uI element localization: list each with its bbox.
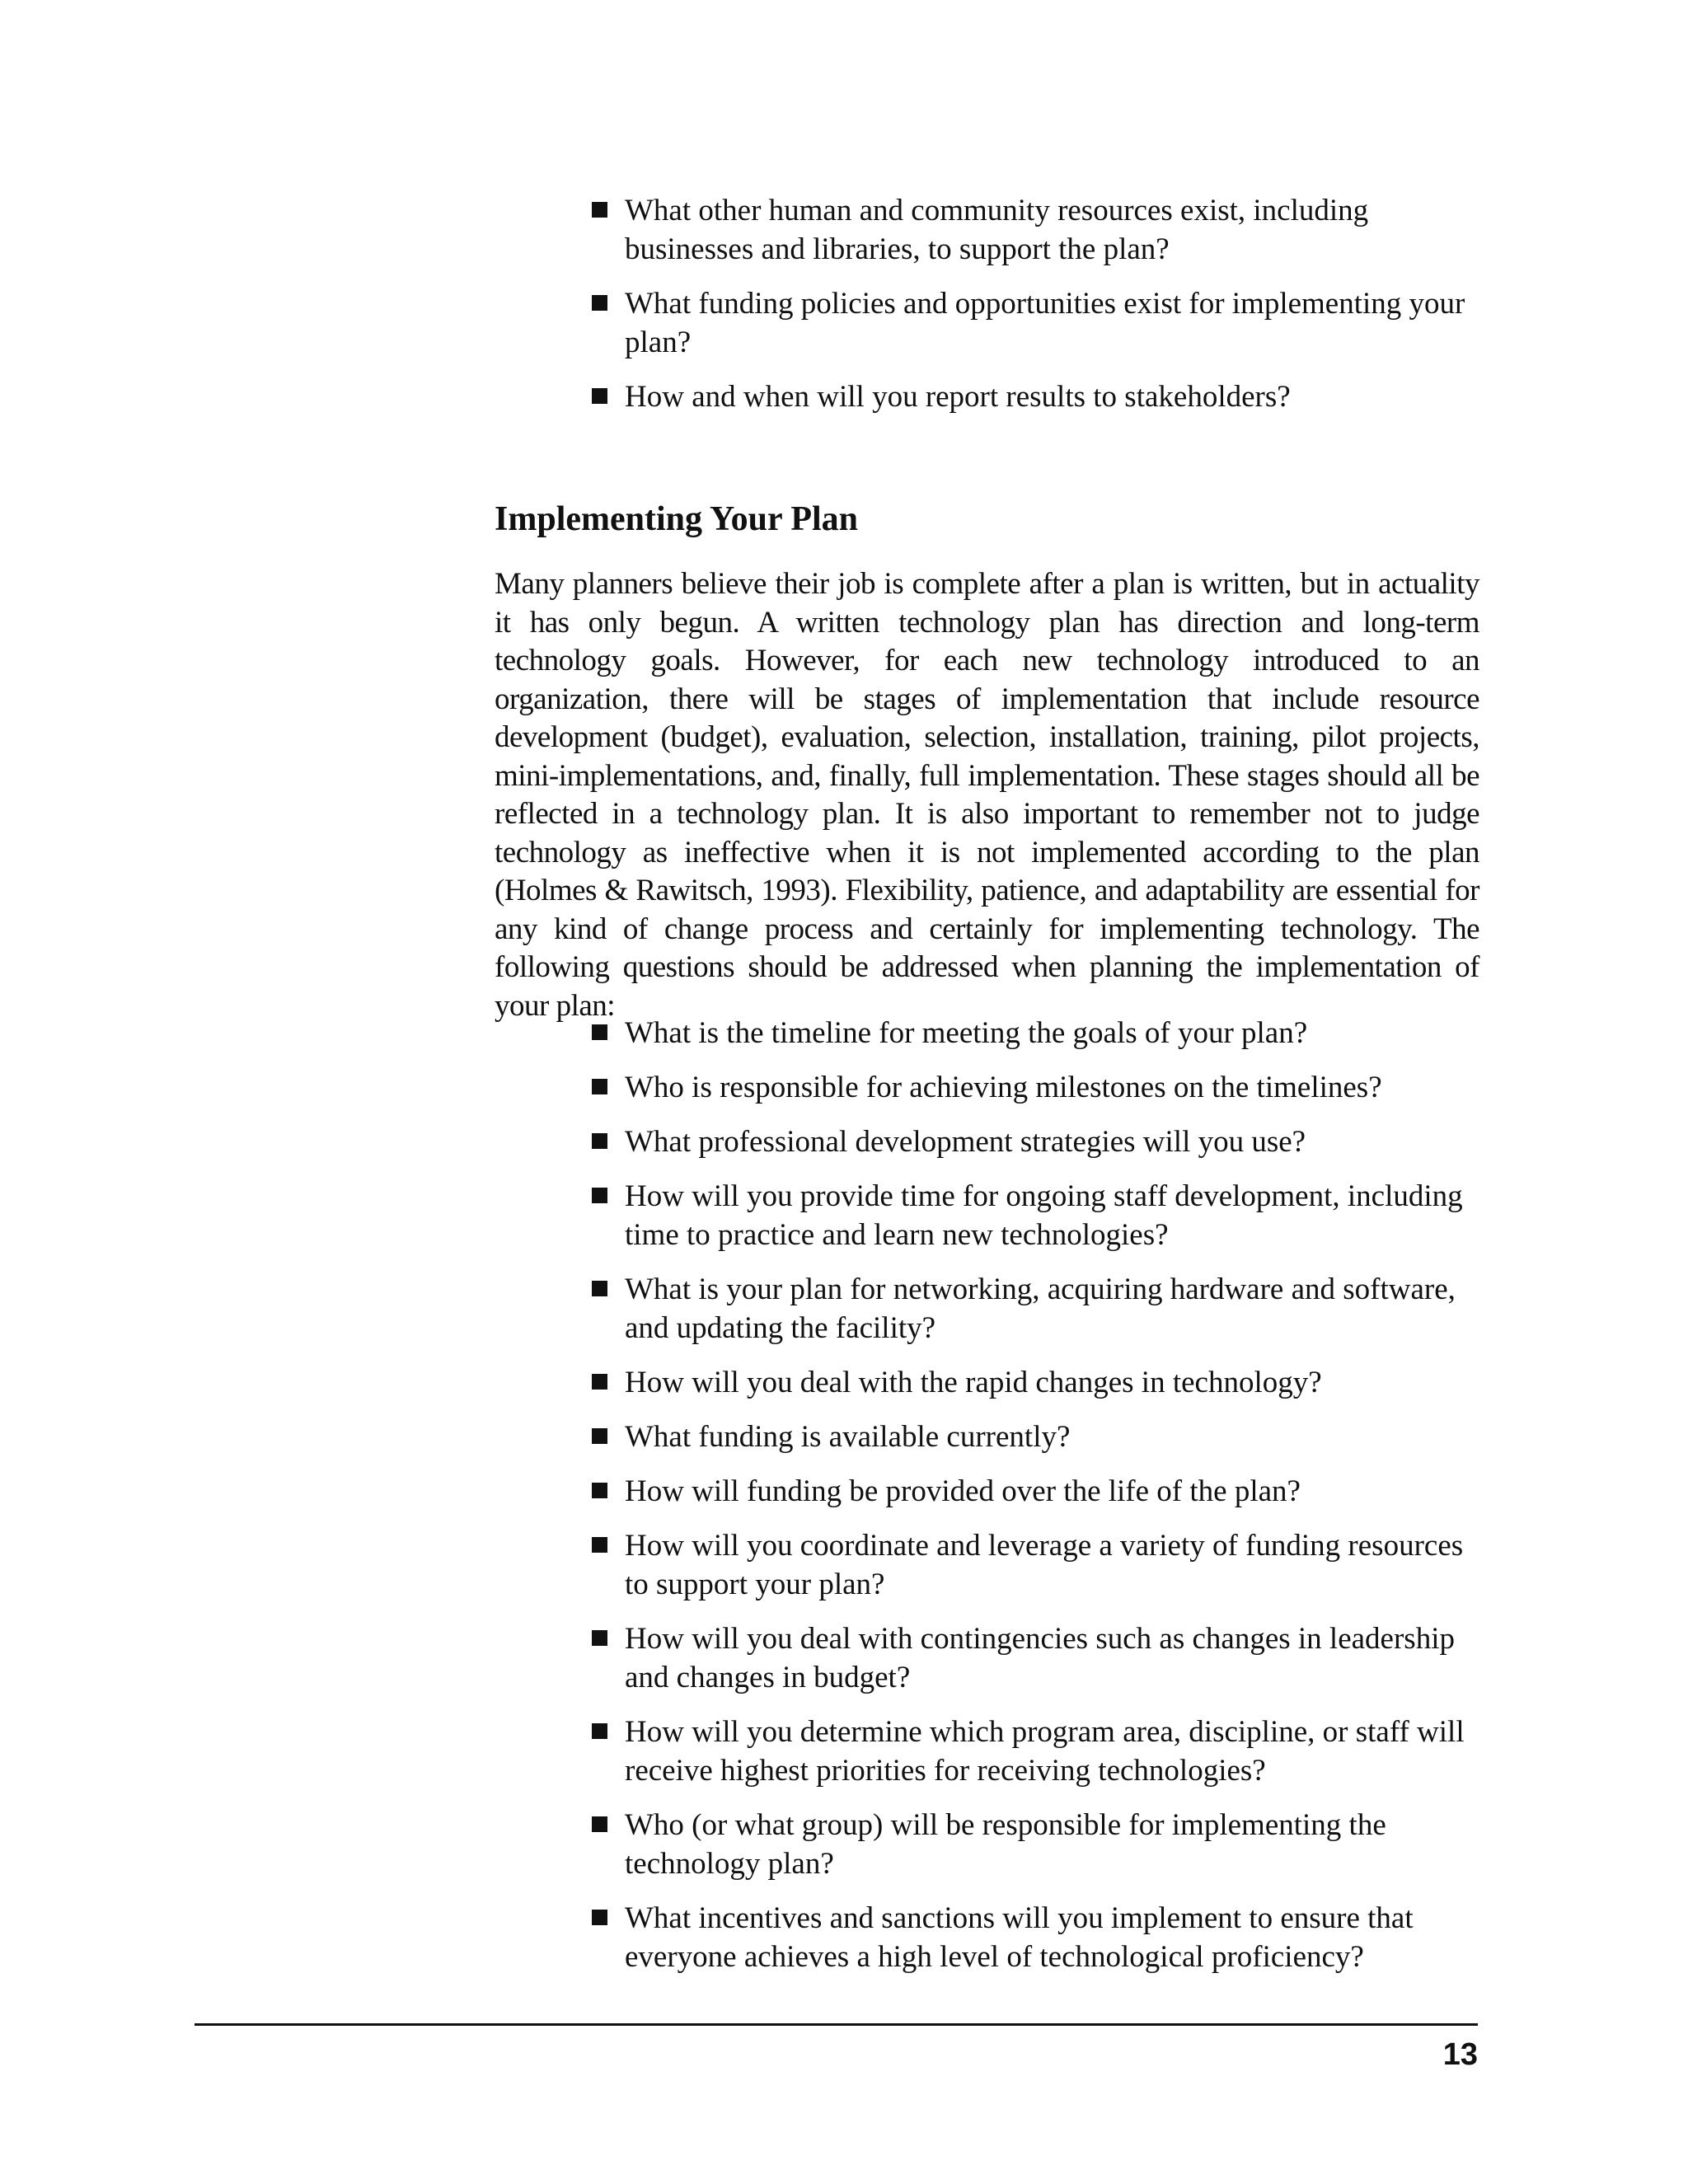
body-paragraph: Many planners believe their job is complete after a plan is written, but in actuality it has only begun. A written technology plan has direction and long-term technology goals. However, for each new technology introduced to an organization, there will be stages of implementation that include resource development (budget), evaluation, selection, installation, training, pilot projects, mini-implementations, and, finally, full implementation. These stages should all be reflected in a technology plan. It is also important to remember not to judge technology as ineffective when it is not implemented according to the plan (Holmes & Rawitsch, 1993). Flexibility, patience, and adaptability are essential for any kind of change process and certainly for implementing technology. The following questions should be addressed when planning the implementation of your plan: bbox=[495, 567, 1479, 1023]
square-bullet-icon bbox=[592, 1281, 607, 1296]
list-item bbox=[592, 1418, 1482, 1456]
footer-divider bbox=[195, 2023, 1478, 2026]
list-item-text: What is your plan for networking, acquiring hardware and software, and updating the facility? bbox=[625, 1272, 1456, 1345]
list-item bbox=[592, 1526, 1482, 1604]
square-bullet-icon bbox=[592, 388, 607, 404]
square-bullet-icon bbox=[592, 1374, 607, 1390]
page-number: 13 bbox=[1442, 2037, 1478, 2072]
list-item bbox=[592, 1472, 1482, 1511]
list-item bbox=[592, 1619, 1482, 1697]
list-item bbox=[592, 1014, 1482, 1052]
square-bullet-icon bbox=[592, 1723, 607, 1739]
list-item bbox=[592, 1177, 1482, 1254]
list-item-text: How will you coordinate and leverage a variety of funding resources to support your plan? bbox=[625, 1529, 1464, 1601]
square-bullet-icon bbox=[592, 1483, 607, 1498]
list-item-text: What funding policies and opportunities exist for implementing your plan? bbox=[625, 287, 1465, 359]
square-bullet-icon bbox=[592, 1188, 607, 1203]
list-item bbox=[592, 1068, 1482, 1107]
square-bullet-icon bbox=[592, 1537, 607, 1553]
list-item-text: Who is responsible for achieving milestones on the timelines? bbox=[625, 1071, 1382, 1104]
list-item-text: How will you deal with contingencies such as changes in leadership and changes in budget? bbox=[625, 1622, 1455, 1694]
list-item-text: What professional development strategies will you use? bbox=[625, 1125, 1306, 1159]
square-bullet-icon bbox=[592, 1910, 607, 1925]
square-bullet-icon bbox=[592, 1024, 607, 1040]
list-item bbox=[592, 191, 1482, 269]
list-item-text: What funding is available currently? bbox=[625, 1420, 1071, 1454]
square-bullet-icon bbox=[592, 202, 607, 218]
list-item-text: What other human and community resources exist, including businesses and libraries, to support the plan? bbox=[625, 194, 1369, 266]
list-item-text: How will you provide time for ongoing staff development, including time to practice and learn new technologies? bbox=[625, 1179, 1463, 1252]
square-bullet-icon bbox=[592, 1133, 607, 1149]
list-item bbox=[592, 1899, 1482, 1976]
square-bullet-icon bbox=[592, 1079, 607, 1094]
square-bullet-icon bbox=[592, 1428, 607, 1444]
list-item-text: How will funding be provided over the life of the plan? bbox=[625, 1474, 1301, 1508]
list-item bbox=[592, 1363, 1482, 1402]
list-item-text: What incentives and sanctions will you implement to ensure that everyone achieves a high level of technological proficiency? bbox=[625, 1901, 1414, 1974]
list-item-text: Who (or what group) will be responsible for implementing the technology plan? bbox=[625, 1808, 1386, 1881]
list-item bbox=[592, 284, 1482, 362]
list-item bbox=[592, 377, 1482, 416]
list-item bbox=[592, 1270, 1482, 1347]
square-bullet-icon bbox=[592, 1630, 607, 1646]
list-item-text: How will you determine which program area, discipline, or staff will receive highest priorities for receiving technologies? bbox=[625, 1715, 1465, 1788]
square-bullet-icon bbox=[592, 1816, 607, 1832]
implementation-questions-list bbox=[592, 1014, 1482, 1992]
list-item-text: How and when will you report results to stakeholders? bbox=[625, 380, 1291, 414]
list-item bbox=[592, 1806, 1482, 1883]
list-item bbox=[592, 1122, 1482, 1161]
list-item bbox=[592, 1713, 1482, 1790]
top-bullet-list bbox=[592, 191, 1482, 432]
section-heading: Implementing Your Plan bbox=[495, 500, 859, 538]
list-item-text: How will you deal with the rapid changes in technology? bbox=[625, 1366, 1322, 1399]
list-item-text: What is the timeline for meeting the goals of your plan? bbox=[625, 1016, 1308, 1050]
square-bullet-icon bbox=[592, 295, 607, 311]
